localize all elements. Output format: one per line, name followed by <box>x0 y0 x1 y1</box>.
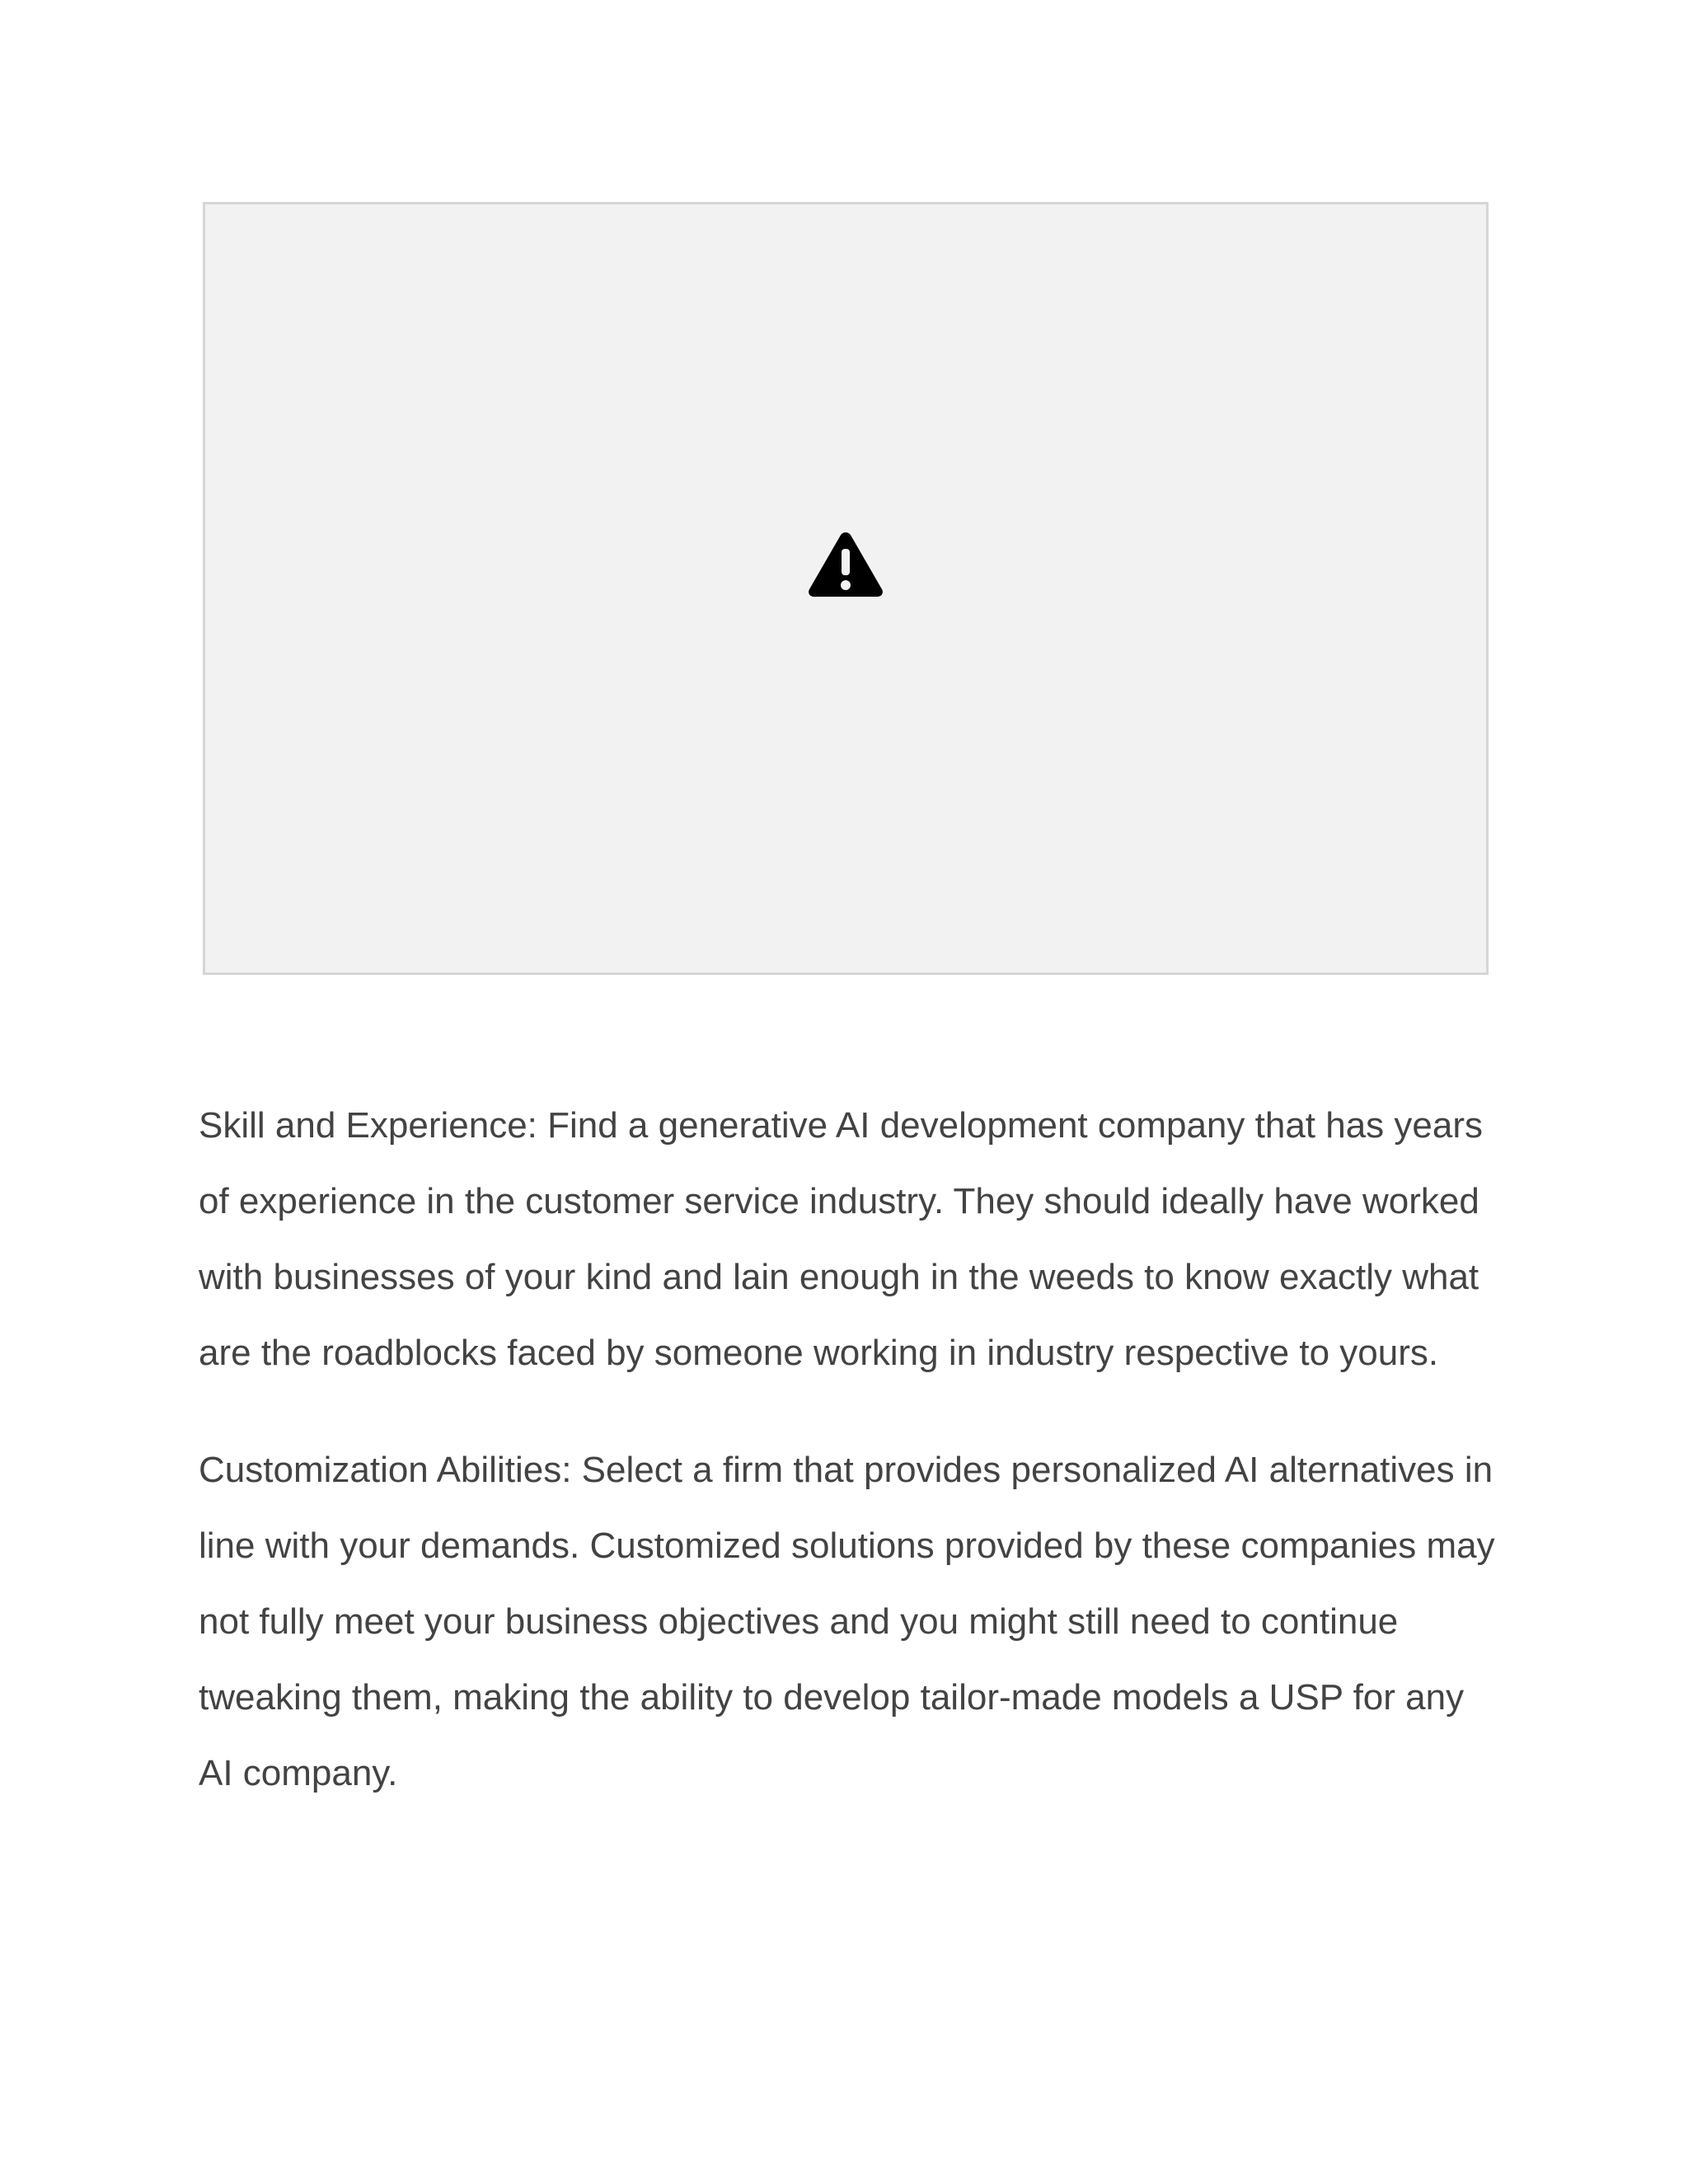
broken-image-placeholder <box>203 202 1489 975</box>
paragraph-skill-experience: Skill and Experience: Find a generative AI development company that has years of experience in the customer service industry. They should ideally have worked with businesses of your kind and lain enough in the weeds to know exactly what are the roadblocks faced by someone working in industry respective to yours. <box>199 1105 1484 1373</box>
warning-triangle-icon <box>806 579 885 598</box>
paragraph-customization-abilities: Customization Abilities: Select a firm that provides personalized AI alternatives in line with your demands. Customized solutions provided by these companies may not fully meet your business objectives and you might still need to continue tweaking them, making the ability to develop tailor-made models a USP for any AI company. <box>199 1450 1495 1793</box>
article-body <box>199 1088 1501 1853</box>
